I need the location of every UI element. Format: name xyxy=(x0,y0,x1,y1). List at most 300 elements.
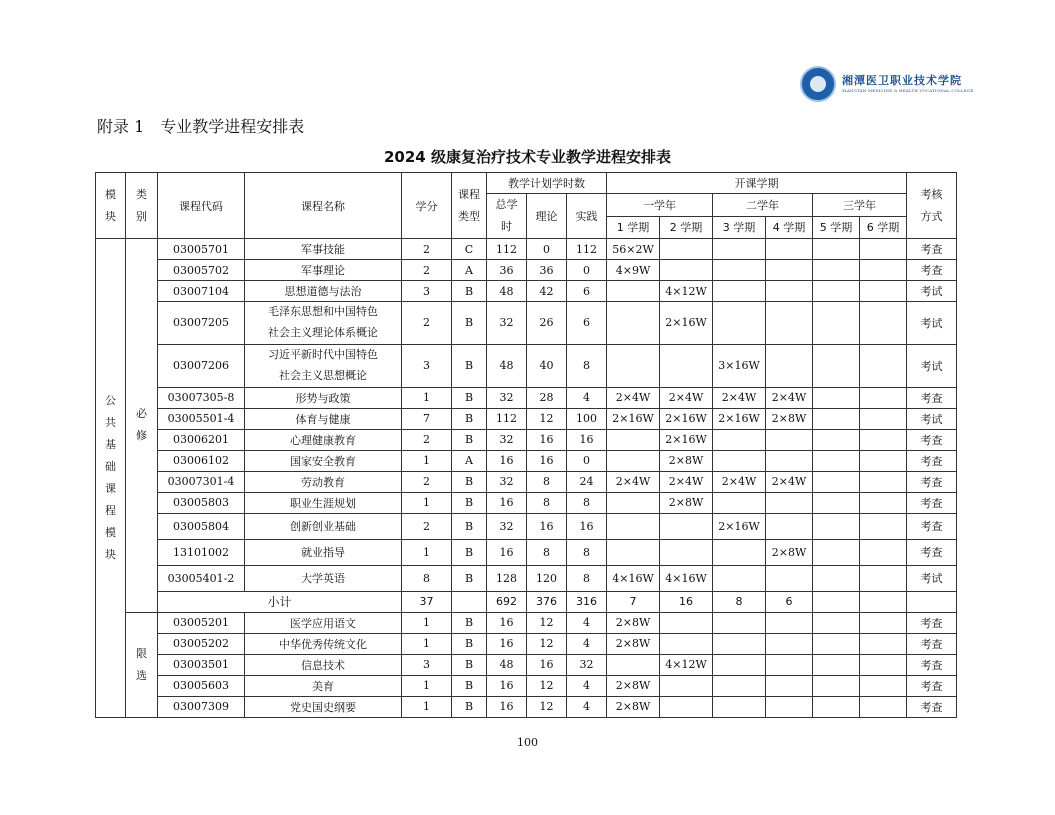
header-course-type: 课程类型 xyxy=(452,173,487,239)
cell-s2: 2×16W xyxy=(660,302,713,345)
cell-exam: 考查 xyxy=(907,633,957,654)
cell-s5 xyxy=(813,387,860,408)
header-exam: 考核方式 xyxy=(907,173,957,239)
cell-practice: 4 xyxy=(567,387,607,408)
cell-total: 36 xyxy=(487,260,527,281)
cell-s6 xyxy=(860,344,907,387)
cell-s5 xyxy=(813,539,860,565)
cell-s3 xyxy=(713,302,766,345)
cell-theory: 42 xyxy=(527,281,567,302)
cell-credits: 3 xyxy=(402,654,452,675)
table-row xyxy=(96,539,957,565)
cell-theory: 16 xyxy=(527,513,567,539)
cell-s5 xyxy=(813,239,860,260)
cell-s2 xyxy=(660,696,713,717)
cell-s4 xyxy=(766,696,813,717)
cell-exam: 考试 xyxy=(907,344,957,387)
teaching-plan-body xyxy=(96,239,957,718)
cell-code: 03007206 xyxy=(158,344,245,387)
cell-total: 16 xyxy=(487,612,527,633)
subtotal-label: 小计 xyxy=(158,591,402,612)
cell-s2: 2×16W xyxy=(660,408,713,429)
cell-s3 xyxy=(713,429,766,450)
cell-s6 xyxy=(860,260,907,281)
cell-s4: 2×8W xyxy=(766,539,813,565)
header-total: 总学时 xyxy=(487,194,527,239)
cell-s2: 2×4W xyxy=(660,471,713,492)
subtotal-row xyxy=(96,591,957,612)
cell-code: 03005201 xyxy=(158,612,245,633)
cell-s1: 2×16W xyxy=(607,408,660,429)
cell-code: 13101002 xyxy=(158,539,245,565)
cell-exam: 考查 xyxy=(907,429,957,450)
college-name-cn: 湘潭医卫职业技术学院 xyxy=(842,73,962,87)
table-row xyxy=(96,654,957,675)
cell-code: 03005803 xyxy=(158,492,245,513)
cell-practice: 4 xyxy=(567,612,607,633)
cell-s1: 2×4W xyxy=(607,471,660,492)
cell-practice: 8 xyxy=(567,565,607,591)
cell-type: B xyxy=(452,654,487,675)
cell-total: 128 xyxy=(487,565,527,591)
cell-exam: 考查 xyxy=(907,260,957,281)
cell-exam: 考查 xyxy=(907,539,957,565)
header-year3: 三学年 xyxy=(813,194,907,217)
cell-credits: 1 xyxy=(402,612,452,633)
cell-practice: 4 xyxy=(567,633,607,654)
cell-exam: 考查 xyxy=(907,612,957,633)
cell-type: B xyxy=(452,429,487,450)
cell-code: 03005804 xyxy=(158,513,245,539)
cell-theory: 12 xyxy=(527,675,567,696)
table-row xyxy=(96,260,957,281)
cell-s2 xyxy=(660,612,713,633)
cell-s6 xyxy=(860,429,907,450)
module-name: 公共基础课程模块 xyxy=(105,393,116,561)
cell-s3 xyxy=(713,539,766,565)
cell-s3 xyxy=(713,612,766,633)
page-number: 100 xyxy=(517,736,538,749)
cell-s1: 2×8W xyxy=(607,633,660,654)
cell-practice: 112 xyxy=(567,239,607,260)
cell-type: A xyxy=(452,260,487,281)
cell-total: 48 xyxy=(487,344,527,387)
cell-s3 xyxy=(713,696,766,717)
cell-s6 xyxy=(860,696,907,717)
cell-s4 xyxy=(766,565,813,591)
table-row xyxy=(96,675,957,696)
cell-theory: 26 xyxy=(527,302,567,345)
header-sem1: 1 学期 xyxy=(607,216,660,239)
table-row xyxy=(96,302,957,345)
cell-name: 美育 xyxy=(245,675,402,696)
cell-practice: 4 xyxy=(567,675,607,696)
cell-type: B xyxy=(452,387,487,408)
subtotal-empty xyxy=(860,591,907,612)
cell-theory: 40 xyxy=(527,344,567,387)
cell-s2 xyxy=(660,344,713,387)
cell-s3 xyxy=(713,654,766,675)
cell-credits: 2 xyxy=(402,429,452,450)
cell-exam: 考试 xyxy=(907,302,957,345)
cell-name: 军事技能 xyxy=(245,239,402,260)
cell-s5 xyxy=(813,633,860,654)
cell-exam: 考查 xyxy=(907,471,957,492)
cell-s2 xyxy=(660,539,713,565)
cell-type: B xyxy=(452,633,487,654)
cell-total: 32 xyxy=(487,302,527,345)
cell-s6 xyxy=(860,408,907,429)
cell-s4 xyxy=(766,654,813,675)
table-row xyxy=(96,492,957,513)
cell-theory: 12 xyxy=(527,408,567,429)
cell-credits: 8 xyxy=(402,565,452,591)
cell-exam: 考查 xyxy=(907,654,957,675)
cell-s4 xyxy=(766,281,813,302)
cell-code: 03007301-4 xyxy=(158,471,245,492)
cell-type: B xyxy=(452,492,487,513)
course-name-line: 毛泽东思想和中国特色 xyxy=(268,305,378,318)
cell-credits: 2 xyxy=(402,239,452,260)
teaching-plan-table xyxy=(95,172,957,718)
cell-s1: 2×4W xyxy=(607,387,660,408)
cell-code: 03005501-4 xyxy=(158,408,245,429)
subtotal-credits: 37 xyxy=(402,591,452,612)
cell-total: 112 xyxy=(487,408,527,429)
appendix-label: 附录 1 专业教学进程安排表 xyxy=(97,117,305,136)
cell-theory: 16 xyxy=(527,429,567,450)
table-row xyxy=(96,513,957,539)
cell-s6 xyxy=(860,471,907,492)
cell-name: 大学英语 xyxy=(245,565,402,591)
course-name-line: 社会主义思想概论 xyxy=(279,368,367,382)
cell-s1: 2×8W xyxy=(607,696,660,717)
cell-s6 xyxy=(860,539,907,565)
subtotal-theory: 376 xyxy=(527,591,567,612)
cell-credits: 2 xyxy=(402,471,452,492)
cell-s1 xyxy=(607,654,660,675)
cell-s6 xyxy=(860,654,907,675)
cell-s3 xyxy=(713,450,766,471)
cell-code: 03005603 xyxy=(158,675,245,696)
table-row xyxy=(96,408,957,429)
header-sem4: 4 学期 xyxy=(766,216,813,239)
header-name: 课程名称 xyxy=(245,173,402,239)
cell-theory: 16 xyxy=(527,654,567,675)
cell-code: 03005202 xyxy=(158,633,245,654)
cell-s2: 2×8W xyxy=(660,450,713,471)
cell-s5 xyxy=(813,450,860,471)
cell-s1: 56×2W xyxy=(607,239,660,260)
cell-practice: 24 xyxy=(567,471,607,492)
cell-credits: 1 xyxy=(402,675,452,696)
cell-s5 xyxy=(813,492,860,513)
cell-name: 劳动教育 xyxy=(245,471,402,492)
cell-code: 03007305-8 xyxy=(158,387,245,408)
cell-s1: 4×16W xyxy=(607,565,660,591)
cell-practice: 8 xyxy=(567,344,607,387)
cell-total: 32 xyxy=(487,513,527,539)
subtotal-empty xyxy=(813,591,860,612)
cell-s4 xyxy=(766,429,813,450)
cell-name: 信息技术 xyxy=(245,654,402,675)
cell-s4 xyxy=(766,675,813,696)
cell-theory: 120 xyxy=(527,565,567,591)
cell-practice: 4 xyxy=(567,696,607,717)
cell-practice: 100 xyxy=(567,408,607,429)
cell-s5 xyxy=(813,344,860,387)
cell-s4: 2×8W xyxy=(766,408,813,429)
cell-s1: 2×8W xyxy=(607,675,660,696)
course-name-line: 社会主义理论体系概论 xyxy=(268,325,378,339)
cell-exam: 考查 xyxy=(907,239,957,260)
cell-s3 xyxy=(713,239,766,260)
cell-s4 xyxy=(766,239,813,260)
subtotal-empty xyxy=(907,591,957,612)
cell-s6 xyxy=(860,281,907,302)
cell-theory: 12 xyxy=(527,612,567,633)
cell-s5 xyxy=(813,281,860,302)
cell-theory: 36 xyxy=(527,260,567,281)
cell-s4 xyxy=(766,260,813,281)
cell-total: 16 xyxy=(487,492,527,513)
table-row xyxy=(96,429,957,450)
course-name-cell xyxy=(245,344,402,387)
subtotal-s1: 7 xyxy=(607,591,660,612)
cell-type: A xyxy=(452,450,487,471)
cell-exam: 考查 xyxy=(907,513,957,539)
cell-s4 xyxy=(766,513,813,539)
cell-total: 16 xyxy=(487,675,527,696)
header-year1: 一学年 xyxy=(607,194,713,217)
cell-s3 xyxy=(713,281,766,302)
cell-type: B xyxy=(452,539,487,565)
cell-name: 心理健康教育 xyxy=(245,429,402,450)
cell-s1 xyxy=(607,539,660,565)
cell-name: 思想道德与法治 xyxy=(245,281,402,302)
cell-s2: 2×16W xyxy=(660,429,713,450)
cell-s5 xyxy=(813,675,860,696)
cell-code: 03006102 xyxy=(158,450,245,471)
cell-exam: 考查 xyxy=(907,696,957,717)
cell-exam: 考查 xyxy=(907,387,957,408)
cell-s6 xyxy=(860,239,907,260)
header-theory: 理论 xyxy=(527,194,567,239)
cell-s6 xyxy=(860,675,907,696)
subtotal-total: 692 xyxy=(487,591,527,612)
cell-s1 xyxy=(607,492,660,513)
cell-credits: 2 xyxy=(402,260,452,281)
cell-s5 xyxy=(813,565,860,591)
cell-total: 48 xyxy=(487,654,527,675)
cell-credits: 2 xyxy=(402,513,452,539)
college-logo xyxy=(800,66,974,102)
cell-type: B xyxy=(452,612,487,633)
cell-type: B xyxy=(452,408,487,429)
cell-practice: 0 xyxy=(567,260,607,281)
cell-name: 党史国史纲要 xyxy=(245,696,402,717)
cell-credits: 1 xyxy=(402,450,452,471)
cell-type: B xyxy=(452,675,487,696)
cell-s1 xyxy=(607,429,660,450)
cell-credits: 1 xyxy=(402,492,452,513)
cell-credits: 3 xyxy=(402,281,452,302)
cell-s2: 4×12W xyxy=(660,281,713,302)
subtotal-empty xyxy=(452,591,487,612)
cell-s5 xyxy=(813,654,860,675)
cell-code: 03007205 xyxy=(158,302,245,345)
cell-practice: 6 xyxy=(567,302,607,345)
cell-name: 医学应用语文 xyxy=(245,612,402,633)
cell-s2: 4×16W xyxy=(660,565,713,591)
cell-type: B xyxy=(452,344,487,387)
cell-s6 xyxy=(860,492,907,513)
cell-total: 16 xyxy=(487,696,527,717)
course-name-cell xyxy=(245,302,402,345)
cell-s6 xyxy=(860,612,907,633)
header-sem3: 3 学期 xyxy=(713,216,766,239)
header-category: 类别 xyxy=(126,173,158,239)
cell-s4 xyxy=(766,344,813,387)
cell-code: 03003501 xyxy=(158,654,245,675)
cell-practice: 16 xyxy=(567,429,607,450)
category-label: 限选 xyxy=(136,646,147,682)
header-sem6: 6 学期 xyxy=(860,216,907,239)
cell-total: 32 xyxy=(487,471,527,492)
cell-total: 112 xyxy=(487,239,527,260)
cell-s2: 2×4W xyxy=(660,387,713,408)
header-sem5: 5 学期 xyxy=(813,216,860,239)
cell-code: 03005701 xyxy=(158,239,245,260)
cell-s3: 2×4W xyxy=(713,387,766,408)
cell-type: B xyxy=(452,281,487,302)
cell-theory: 12 xyxy=(527,633,567,654)
cell-s4: 2×4W xyxy=(766,471,813,492)
college-seal-icon xyxy=(800,66,836,102)
cell-total: 48 xyxy=(487,281,527,302)
cell-s1 xyxy=(607,450,660,471)
college-logo-text xyxy=(842,75,974,93)
college-name-en: XIANGTAN MEDICINE & HEALTH VOCATIONAL COLLEGE xyxy=(842,87,974,93)
cell-name: 职业生涯规划 xyxy=(245,492,402,513)
cell-practice: 16 xyxy=(567,513,607,539)
cell-total: 32 xyxy=(487,429,527,450)
header-code: 课程代码 xyxy=(158,173,245,239)
category-elective xyxy=(126,612,158,717)
cell-exam: 考查 xyxy=(907,492,957,513)
subtotal-s4: 6 xyxy=(766,591,813,612)
cell-theory: 28 xyxy=(527,387,567,408)
header-year2: 二学年 xyxy=(713,194,813,217)
cell-s2 xyxy=(660,239,713,260)
cell-type: C xyxy=(452,239,487,260)
cell-type: B xyxy=(452,513,487,539)
cell-s5 xyxy=(813,260,860,281)
table-row xyxy=(96,633,957,654)
module-cell xyxy=(96,239,126,718)
cell-credits: 1 xyxy=(402,696,452,717)
cell-s6 xyxy=(860,302,907,345)
cell-s1: 2×8W xyxy=(607,612,660,633)
subtotal-s2: 16 xyxy=(660,591,713,612)
cell-s5 xyxy=(813,612,860,633)
cell-practice: 8 xyxy=(567,492,607,513)
cell-s3 xyxy=(713,565,766,591)
cell-s5 xyxy=(813,408,860,429)
cell-s6 xyxy=(860,565,907,591)
cell-credits: 3 xyxy=(402,344,452,387)
cell-theory: 8 xyxy=(527,492,567,513)
cell-total: 32 xyxy=(487,387,527,408)
cell-name: 中华优秀传统文化 xyxy=(245,633,402,654)
cell-practice: 32 xyxy=(567,654,607,675)
cell-s1: 4×9W xyxy=(607,260,660,281)
table-row xyxy=(96,344,957,387)
cell-s3 xyxy=(713,492,766,513)
cell-s5 xyxy=(813,302,860,345)
cell-code: 03005401-2 xyxy=(158,565,245,591)
cell-theory: 8 xyxy=(527,471,567,492)
cell-s4: 2×4W xyxy=(766,387,813,408)
cell-name: 国家安全教育 xyxy=(245,450,402,471)
cell-s4 xyxy=(766,302,813,345)
cell-s4 xyxy=(766,633,813,654)
cell-theory: 16 xyxy=(527,450,567,471)
page-title: 2024 级康复治疗技术专业教学进程安排表 xyxy=(384,148,671,166)
cell-total: 16 xyxy=(487,450,527,471)
header-semester-group: 开课学期 xyxy=(607,173,907,194)
cell-s5 xyxy=(813,471,860,492)
cell-exam: 考试 xyxy=(907,408,957,429)
cell-s3: 3×16W xyxy=(713,344,766,387)
cell-credits: 1 xyxy=(402,633,452,654)
header-sem2: 2 学期 xyxy=(660,216,713,239)
category-label: 必修 xyxy=(136,407,147,443)
cell-theory: 12 xyxy=(527,696,567,717)
cell-name: 军事理论 xyxy=(245,260,402,281)
cell-s2 xyxy=(660,260,713,281)
cell-s5 xyxy=(813,429,860,450)
cell-exam: 考试 xyxy=(907,281,957,302)
cell-total: 16 xyxy=(487,633,527,654)
cell-code: 03007104 xyxy=(158,281,245,302)
table-row xyxy=(96,471,957,492)
cell-s6 xyxy=(860,513,907,539)
subtotal-practice: 316 xyxy=(567,591,607,612)
cell-theory: 0 xyxy=(527,239,567,260)
table-row xyxy=(96,612,957,633)
header-practice: 实践 xyxy=(567,194,607,239)
cell-type: B xyxy=(452,471,487,492)
cell-exam: 考试 xyxy=(907,565,957,591)
cell-name: 就业指导 xyxy=(245,539,402,565)
table-row xyxy=(96,450,957,471)
cell-s3 xyxy=(713,260,766,281)
category-required xyxy=(126,239,158,613)
header-hours-group: 教学计划学时数 xyxy=(487,173,607,194)
cell-s1 xyxy=(607,281,660,302)
cell-s2 xyxy=(660,675,713,696)
cell-s4 xyxy=(766,612,813,633)
cell-s3 xyxy=(713,633,766,654)
cell-s6 xyxy=(860,450,907,471)
table-row xyxy=(96,696,957,717)
cell-s3: 2×16W xyxy=(713,408,766,429)
cell-exam: 考查 xyxy=(907,675,957,696)
cell-name: 创新创业基础 xyxy=(245,513,402,539)
cell-s1 xyxy=(607,513,660,539)
cell-s2 xyxy=(660,633,713,654)
